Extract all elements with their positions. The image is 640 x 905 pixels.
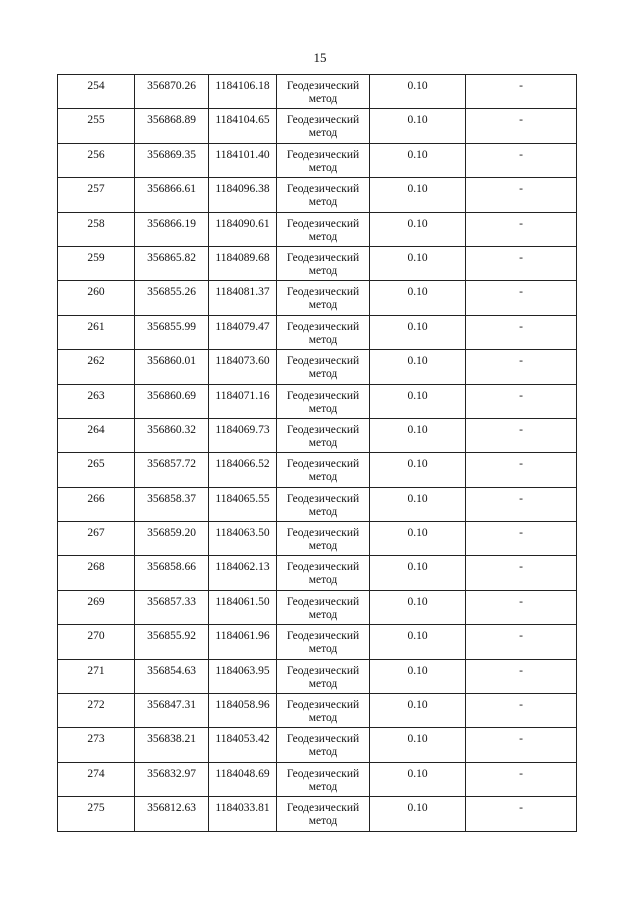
point-number-cell: 266 [58,487,135,521]
point-number-cell: 257 [58,178,135,212]
y-coordinate-cell: 1184073.60 [209,350,277,384]
accuracy-cell: 0.10 [370,212,466,246]
accuracy-cell: 0.10 [370,281,466,315]
note-cell: - [466,659,577,693]
note-cell: - [466,178,577,212]
point-number-cell: 256 [58,143,135,177]
table-row [58,522,577,556]
y-coordinate-cell: 1184061.50 [209,590,277,624]
accuracy-cell: 0.10 [370,728,466,762]
table-row [58,178,577,212]
note-cell: - [466,728,577,762]
x-coordinate-cell: 356869.35 [135,143,209,177]
method-cell: Геодезический метод [277,75,370,109]
table-row [58,659,577,693]
accuracy-cell: 0.10 [370,418,466,452]
method-cell: Геодезический метод [277,522,370,556]
accuracy-cell: 0.10 [370,522,466,556]
point-number-cell: 260 [58,281,135,315]
note-cell: - [466,281,577,315]
y-coordinate-cell: 1184096.38 [209,178,277,212]
note-cell: - [466,246,577,280]
point-number-cell: 261 [58,315,135,349]
y-coordinate-cell: 1184066.52 [209,453,277,487]
method-cell: Геодезический метод [277,281,370,315]
accuracy-cell: 0.10 [370,178,466,212]
note-cell: - [466,350,577,384]
x-coordinate-cell: 356859.20 [135,522,209,556]
accuracy-cell: 0.10 [370,384,466,418]
method-cell: Геодезический метод [277,590,370,624]
note-cell: - [466,487,577,521]
x-coordinate-cell: 356870.26 [135,75,209,109]
note-cell: - [466,109,577,143]
accuracy-cell: 0.10 [370,453,466,487]
point-number-cell: 267 [58,522,135,556]
accuracy-cell: 0.10 [370,75,466,109]
point-number-cell: 254 [58,75,135,109]
method-cell: Геодезический метод [277,212,370,246]
y-coordinate-cell: 1184090.61 [209,212,277,246]
method-cell: Геодезический метод [277,384,370,418]
accuracy-cell: 0.10 [370,246,466,280]
table-row [58,728,577,762]
note-cell: - [466,384,577,418]
table-body [58,75,577,832]
method-cell: Геодезический метод [277,797,370,831]
x-coordinate-cell: 356860.69 [135,384,209,418]
accuracy-cell: 0.10 [370,625,466,659]
point-number-cell: 262 [58,350,135,384]
x-coordinate-cell: 356858.37 [135,487,209,521]
note-cell: - [466,625,577,659]
table-row [58,384,577,418]
point-number-cell: 272 [58,694,135,728]
point-number-cell: 255 [58,109,135,143]
y-coordinate-cell: 1184104.65 [209,109,277,143]
y-coordinate-cell: 1184063.50 [209,522,277,556]
table-row [58,625,577,659]
x-coordinate-cell: 356847.31 [135,694,209,728]
point-number-cell: 271 [58,659,135,693]
method-cell: Геодезический метод [277,143,370,177]
y-coordinate-cell: 1184053.42 [209,728,277,762]
method-cell: Геодезический метод [277,350,370,384]
method-cell: Геодезический метод [277,453,370,487]
x-coordinate-cell: 356854.63 [135,659,209,693]
y-coordinate-cell: 1184062.13 [209,556,277,590]
table-row [58,762,577,796]
accuracy-cell: 0.10 [370,659,466,693]
method-cell: Геодезический метод [277,315,370,349]
note-cell: - [466,797,577,831]
accuracy-cell: 0.10 [370,109,466,143]
table-row [58,590,577,624]
table-row [58,556,577,590]
table-row [58,350,577,384]
y-coordinate-cell: 1184058.96 [209,694,277,728]
note-cell: - [466,315,577,349]
y-coordinate-cell: 1184106.18 [209,75,277,109]
accuracy-cell: 0.10 [370,143,466,177]
note-cell: - [466,143,577,177]
x-coordinate-cell: 356860.01 [135,350,209,384]
method-cell: Геодезический метод [277,109,370,143]
y-coordinate-cell: 1184061.96 [209,625,277,659]
table-row [58,487,577,521]
y-coordinate-cell: 1184089.68 [209,246,277,280]
y-coordinate-cell: 1184081.37 [209,281,277,315]
note-cell: - [466,694,577,728]
accuracy-cell: 0.10 [370,762,466,796]
point-number-cell: 268 [58,556,135,590]
table-row [58,694,577,728]
y-coordinate-cell: 1184079.47 [209,315,277,349]
point-number-cell: 264 [58,418,135,452]
method-cell: Геодезический метод [277,556,370,590]
accuracy-cell: 0.10 [370,556,466,590]
point-number-cell: 270 [58,625,135,659]
point-number-cell: 274 [58,762,135,796]
point-number-cell: 258 [58,212,135,246]
method-cell: Геодезический метод [277,178,370,212]
method-cell: Геодезический метод [277,246,370,280]
x-coordinate-cell: 356858.66 [135,556,209,590]
point-number-cell: 259 [58,246,135,280]
note-cell: - [466,453,577,487]
table-row [58,453,577,487]
method-cell: Геодезический метод [277,625,370,659]
y-coordinate-cell: 1184063.95 [209,659,277,693]
table-row [58,418,577,452]
x-coordinate-cell: 356855.99 [135,315,209,349]
method-cell: Геодезический метод [277,728,370,762]
x-coordinate-cell: 356855.26 [135,281,209,315]
x-coordinate-cell: 356865.82 [135,246,209,280]
method-cell: Геодезический метод [277,418,370,452]
table-row [58,212,577,246]
x-coordinate-cell: 356866.61 [135,178,209,212]
accuracy-cell: 0.10 [370,590,466,624]
x-coordinate-cell: 356857.33 [135,590,209,624]
table-row [58,143,577,177]
accuracy-cell: 0.10 [370,694,466,728]
note-cell: - [466,522,577,556]
y-coordinate-cell: 1184033.81 [209,797,277,831]
table-row [58,109,577,143]
note-cell: - [466,590,577,624]
point-number-cell: 269 [58,590,135,624]
x-coordinate-cell: 356857.72 [135,453,209,487]
table-row [58,315,577,349]
accuracy-cell: 0.10 [370,487,466,521]
x-coordinate-cell: 356860.32 [135,418,209,452]
x-coordinate-cell: 356868.89 [135,109,209,143]
point-number-cell: 273 [58,728,135,762]
accuracy-cell: 0.10 [370,315,466,349]
method-cell: Геодезический метод [277,762,370,796]
table-row [58,797,577,831]
method-cell: Геодезический метод [277,694,370,728]
table-row [58,75,577,109]
x-coordinate-cell: 356855.92 [135,625,209,659]
point-number-cell: 263 [58,384,135,418]
note-cell: - [466,762,577,796]
note-cell: - [466,212,577,246]
note-cell: - [466,556,577,590]
y-coordinate-cell: 1184101.40 [209,143,277,177]
y-coordinate-cell: 1184071.16 [209,384,277,418]
x-coordinate-cell: 356838.21 [135,728,209,762]
method-cell: Геодезический метод [277,659,370,693]
coordinates-table [57,74,577,832]
table-row [58,281,577,315]
point-number-cell: 275 [58,797,135,831]
note-cell: - [466,75,577,109]
table-row [58,246,577,280]
y-coordinate-cell: 1184048.69 [209,762,277,796]
method-cell: Геодезический метод [277,487,370,521]
note-cell: - [466,418,577,452]
x-coordinate-cell: 356832.97 [135,762,209,796]
y-coordinate-cell: 1184065.55 [209,487,277,521]
point-number-cell: 265 [58,453,135,487]
accuracy-cell: 0.10 [370,350,466,384]
x-coordinate-cell: 356866.19 [135,212,209,246]
page-number: 15 [313,50,327,65]
accuracy-cell: 0.10 [370,797,466,831]
x-coordinate-cell: 356812.63 [135,797,209,831]
y-coordinate-cell: 1184069.73 [209,418,277,452]
